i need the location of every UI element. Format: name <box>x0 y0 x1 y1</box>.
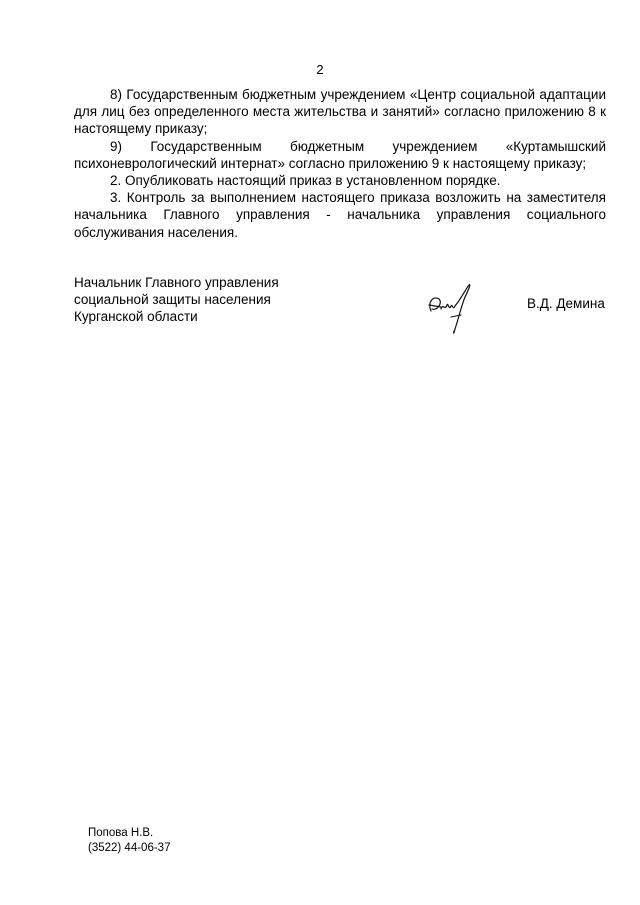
order-text <box>74 86 606 241</box>
signer-name: В.Д. Демина <box>527 296 605 311</box>
signatory-title-line-1: Начальник Главного управления <box>74 275 279 290</box>
paragraph-item-8: 8) Государственным бюджетным учреждением «Центр социальной адаптации для лиц без определенного места жительства и занятий» согласно приложению 8 к настоящему приказу; <box>74 87 606 137</box>
executor-name: Попова Н.В. <box>88 827 154 839</box>
executor-phone: (3522) 44-06-37 <box>88 842 171 854</box>
page-number: 2 <box>316 62 324 77</box>
signatory-title-line-3: Курганской области <box>74 309 198 325</box>
signatory-title-line-2: социальной защиты населения <box>74 292 271 308</box>
paragraph-publish: 2. Опубликовать настоящий приказ в установленном порядке. <box>110 173 501 189</box>
executor-info <box>88 826 170 856</box>
paragraph-item-9: 9) Государственным бюджетным учреждением «Куртамышский психоневрологический интернат» согласно приложению 9 к настоящему приказу; <box>74 138 606 171</box>
paragraph-control: 3. Контроль за выполнением настоящего приказа возложить на заместителя начальника Главного управления - начальника управления социального обслуживания населения. <box>74 190 606 240</box>
handwritten-signature <box>423 281 475 337</box>
signatory-title <box>74 274 279 326</box>
